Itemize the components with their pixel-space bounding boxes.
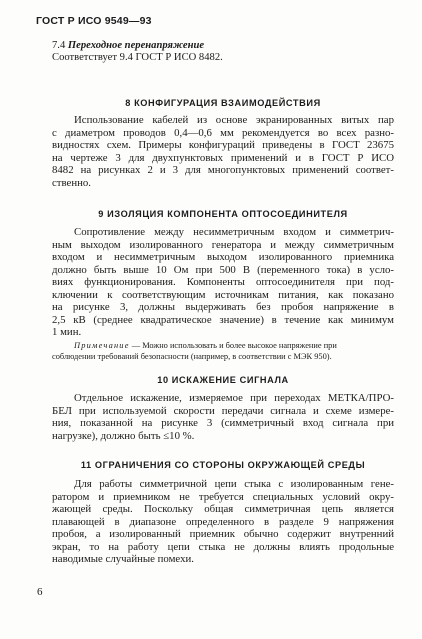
section-9-title: 9 ИЗОЛЯЦИЯ КОМПОНЕНТА ОПТОСОЕДИНИТЕЛЯ [98,209,348,219]
section-8-line: видностях схем. Примеры конфигураций приведены в ГОСТ 23675 [52,139,394,151]
section-9-body [52,226,394,339]
section-10-line: БЕЛ при используемой скорости передачи сигнала и схеме измере- [52,404,394,417]
document-header: ГОСТ Р ИСО 9549—93 [36,15,152,27]
section-8-line: Использование кабелей из основе экранированных витых пар [74,114,394,126]
section-8-body [52,114,394,189]
section-8-line: ственно. [52,176,91,189]
section-11-line: экран, то на работу цепи стыка не должны влиять продольные [52,540,394,553]
subsection-7-4-title: Переходное перенапряжение [67,40,205,51]
section-9-line: должно быть выше 10 Ом при 500 В (переменного тока) в усло- [52,263,394,276]
section-11-line: Для работы симметричной цепи стыка с изолированным гене- [74,478,394,490]
section-9-line: ключении к соответствующим источникам питания, как показано [52,288,394,301]
section-9-line: виях функционирования. Компоненты оптосоединителя при под- [52,276,394,288]
section-10-line: нагрузке), должно быть ≤10 %. [52,429,195,442]
section-10-body [52,392,394,442]
subsection-7-4-text: Соответствует 9.4 ГОСТ Р ИСО 8482. [52,52,223,64]
section-9-line: входом и несимметричным выходом изолированного приемника [52,251,394,263]
page-number: 6 [37,586,43,598]
section-8-line: с диаметром проводов 0,4—0,6 мм рекомендуется во всех разно- [52,126,394,139]
section-8-line: на чертеже 3 для двухпунктовых применений и в ГОСТ Р ИСО [52,151,394,164]
section-11-line: ратором и приемником не требуется специальных условий окру- [52,490,394,503]
section-9-line: ным выходом изолированного генератора и между симметричным [52,238,394,251]
section-9-line: 2,5 кВ (среднее квадратическое значение) в течение как минимум [52,313,394,326]
section-10-line: Отдельное искажение, измеряемое при переходах МЕТКА/ПРО- [74,392,394,404]
section-9-line: 1 мин. [52,326,82,338]
section-11-title: 11 ОГРАНИЧЕНИЯ СО СТОРОНЫ ОКРУЖАЮЩЕЙ СРЕДЫ [80,460,366,470]
section-10-line: ния, показанной на рисунке 3 (симметричный вход сигнала при [52,417,394,429]
section-9-line: Сопротивление между несимметричным входом и симметрич- [74,226,394,238]
section-8-title: 8 КОНФИГУРАЦИЯ ВЗАИМОДЕЙСТВИЯ [125,98,321,108]
section-10-title: 10 ИСКАЖЕНИЕ СИГНАЛА [157,375,289,385]
section-11-body [52,478,394,566]
subsection-7-4-number: 7.4 [52,40,66,51]
section-8-line: 8482 на рисунках 2 и 3 для многопунктовых применений соответ- [52,164,394,176]
section-11-line: наводимые случайные помехи. [52,553,194,565]
section-9-note [52,341,396,362]
note-text: — Можно использовать и более высокое напряжение при [131,341,337,350]
section-9-line: на рисунке 3, должны выдерживать без пробоя напряжение в [52,301,394,313]
subsection-7-4 [52,40,394,65]
section-11-line: жающей среды. Поскольку общая симметричная цепь является [52,503,394,515]
section-11-line: плавающей в диапазоне определенного в разделе 9 напряжения [52,515,394,528]
note-line [52,341,396,352]
section-11-line: пробоя, а изолированный приемник обычно содержит внутренний [52,528,394,540]
note-line: соблюдении требований безопасности (например, в соответствии с МЭК 950). [52,351,332,361]
subsection-7-4-heading [52,40,394,52]
note-lead: Примечание [74,341,130,350]
